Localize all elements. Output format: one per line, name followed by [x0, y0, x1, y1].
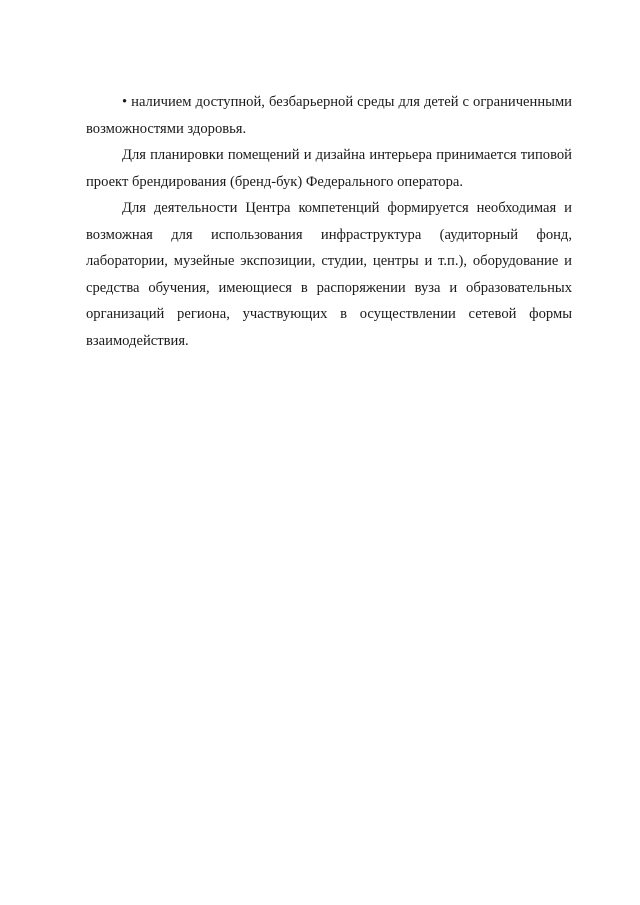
bullet-paragraph-accessible-environment: • наличием доступной, безбарьерной среды для детей с ограниченными возможностями здоровья. [86, 94, 572, 137]
paragraph-infrastructure: Для деятельности Центра компетенций формируется необходимая и возможная для использования инфраструктура (аудиторный фонд, лаборатории, музейные экспозиции, студии, центры и т.п.), оборудование и средства обучения, имеющиеся в распоряжении вуза и образовательных организаций региона, участвующих в осуществлении сетевой формы взаимодействия. [86, 200, 572, 349]
paragraph-brand-book: Для планировки помещений и дизайна интерьера принимается типовой проект брендирования (бренд-бук) Федерального оператора. [86, 147, 572, 190]
body-text [86, 89, 572, 354]
